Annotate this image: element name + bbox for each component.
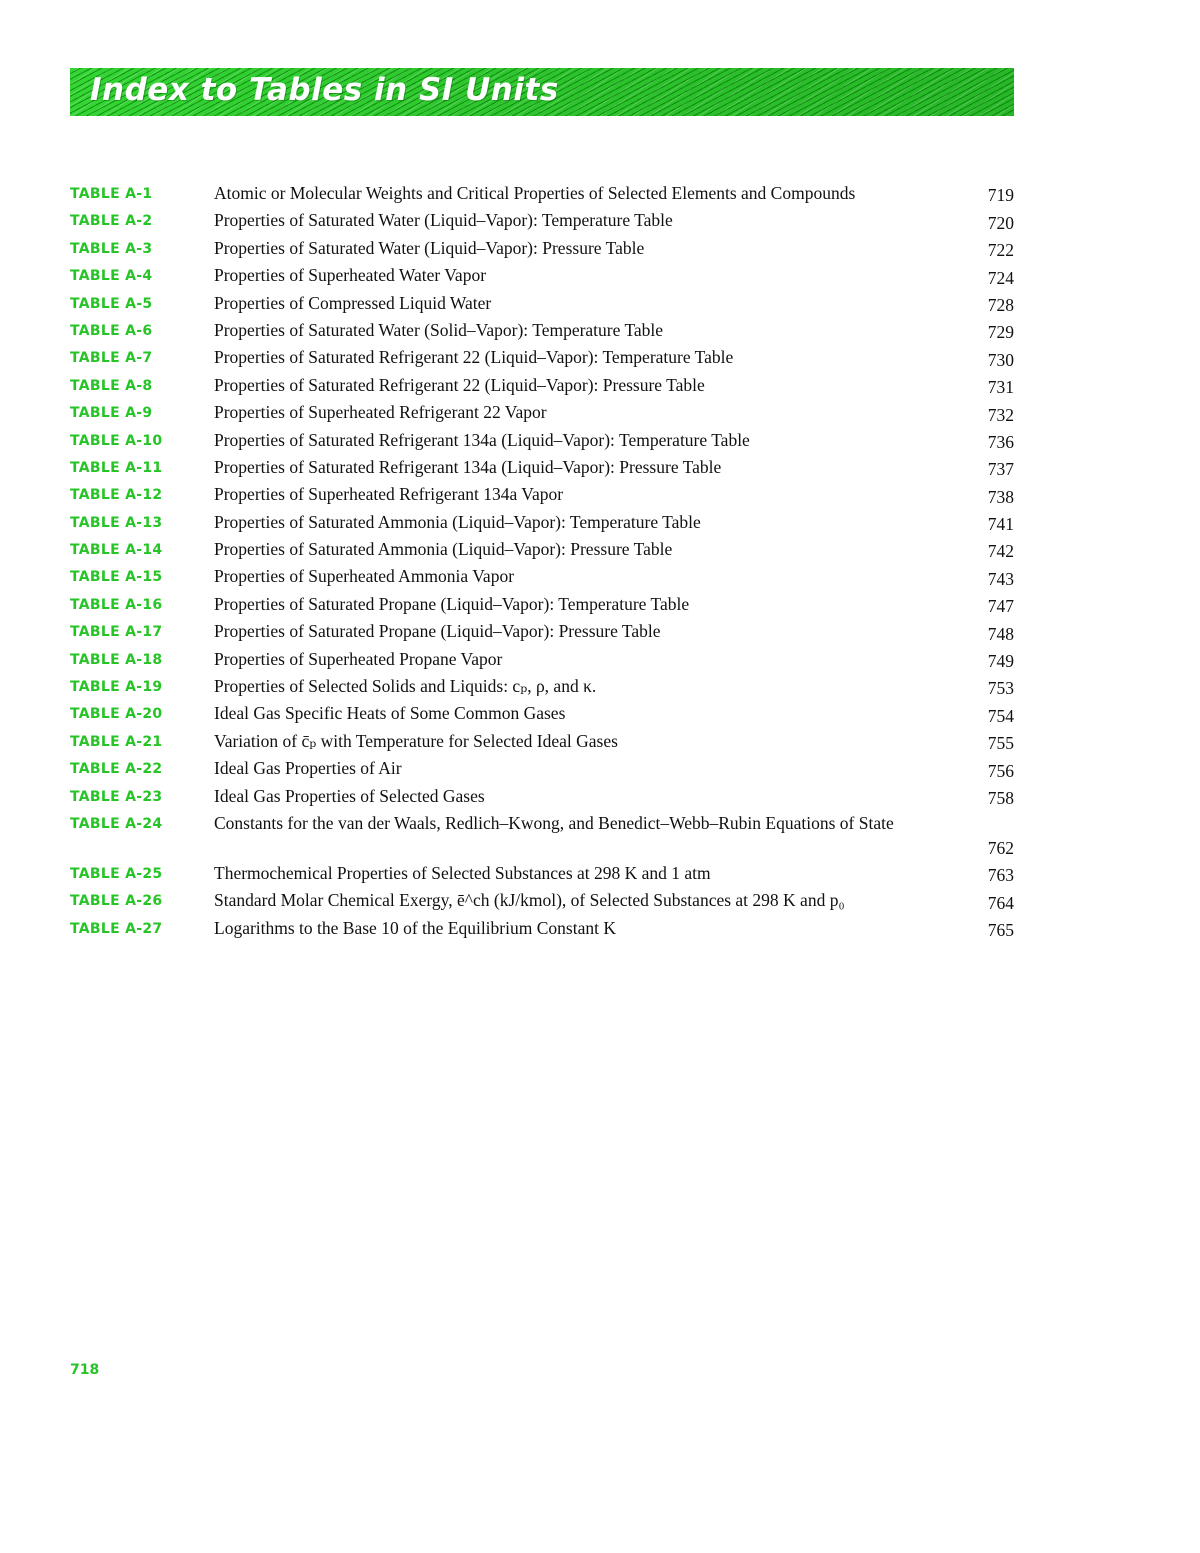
table-title: Ideal Gas Specific Heats of Some Common Gases [214, 703, 566, 724]
list-item[interactable] [70, 510, 1014, 537]
table-label: TABLE A-21 [70, 733, 163, 750]
table-title: Properties of Saturated Refrigerant 134a (Liquid–Vapor): Temperature Table [214, 429, 750, 450]
table-title: Standard Molar Chemical Exergy, ē^ch (kJ/kmol), of Selected Substances at 298 K and p₀ [214, 890, 845, 911]
table-page-number: 722 [987, 240, 1014, 261]
table-page-number: 738 [987, 486, 1014, 507]
table-label: TABLE A-24 [70, 815, 163, 832]
table-page-number: 729 [987, 322, 1014, 343]
list-item[interactable] [70, 455, 1014, 482]
table-title: Properties of Selected Solids and Liquids: cₚ, ρ, and κ. [214, 676, 597, 697]
table-title: Properties of Superheated Refrigerant 134a Vapor [214, 484, 564, 505]
table-label: TABLE A-2 [70, 213, 153, 230]
table-label: TABLE A-9 [70, 405, 153, 422]
list-item[interactable] [70, 756, 1014, 783]
table-label: TABLE A-13 [70, 514, 163, 531]
list-item[interactable] [70, 482, 1014, 509]
list-item[interactable] [70, 647, 1014, 674]
list-item[interactable] [70, 729, 1014, 756]
table-title: Properties of Saturated Refrigerant 22 (Liquid–Vapor): Temperature Table [214, 347, 734, 368]
table-page-number: 758 [987, 787, 1014, 808]
table-label: TABLE A-8 [70, 377, 153, 394]
table-label: TABLE A-22 [70, 761, 163, 778]
table-label: TABLE A-23 [70, 788, 163, 805]
table-page-number: 731 [987, 377, 1014, 398]
list-item[interactable] [70, 400, 1014, 427]
table-title: Properties of Saturated Refrigerant 134a (Liquid–Vapor): Pressure Table [214, 456, 722, 477]
table-page-number: 749 [987, 651, 1014, 672]
list-item[interactable] [70, 861, 1014, 888]
table-title: Properties of Superheated Refrigerant 22 Vapor [214, 402, 547, 423]
table-label: TABLE A-7 [70, 350, 153, 367]
table-page-number: 728 [987, 294, 1014, 315]
table-label: TABLE A-17 [70, 624, 163, 641]
list-item[interactable] [70, 784, 1014, 811]
list-item[interactable] [70, 181, 1014, 208]
list-item[interactable] [70, 428, 1014, 455]
table-label: TABLE A-1 [70, 186, 153, 202]
list-item[interactable] [70, 564, 1014, 591]
table-label: TABLE A-6 [70, 322, 153, 339]
page-title: Index to Tables in SI Units [90, 72, 559, 108]
table-title: Properties of Superheated Propane Vapor [214, 648, 503, 669]
list-item[interactable] [70, 674, 1014, 701]
table-title: Properties of Superheated Water Vapor [214, 265, 487, 286]
table-label: TABLE A-5 [70, 295, 153, 312]
table-page-number: 763 [987, 865, 1014, 886]
table-page-number: 748 [987, 623, 1014, 644]
table-label: TABLE A-3 [70, 240, 153, 257]
table-page-number: 737 [987, 459, 1014, 480]
table-label: TABLE A-20 [70, 706, 163, 723]
table-index-list [70, 181, 1014, 943]
table-page-number: 765 [987, 920, 1014, 941]
table-title: Ideal Gas Properties of Air [214, 758, 402, 779]
table-page-number: 747 [987, 596, 1014, 617]
table-page-number: 753 [987, 678, 1014, 699]
list-item[interactable] [70, 373, 1014, 400]
table-label: TABLE A-18 [70, 651, 163, 668]
table-label: TABLE A-10 [70, 432, 163, 449]
list-item[interactable] [70, 916, 1014, 943]
table-label: TABLE A-14 [70, 542, 163, 559]
table-title: Logarithms to the Base 10 of the Equilibrium Constant K [214, 917, 616, 938]
list-item[interactable] [70, 236, 1014, 263]
list-item[interactable] [70, 263, 1014, 290]
table-title: Properties of Saturated Refrigerant 22 (Liquid–Vapor): Pressure Table [214, 374, 705, 395]
table-label: TABLE A-25 [70, 865, 163, 882]
table-label: TABLE A-12 [70, 487, 163, 504]
table-page-number: 719 [987, 185, 1014, 206]
list-item[interactable] [70, 888, 1014, 915]
table-title: Properties of Saturated Ammonia (Liquid–Vapor): Temperature Table [214, 511, 701, 532]
table-page-number: 756 [987, 760, 1014, 781]
list-item[interactable] [70, 345, 1014, 372]
list-item[interactable] [70, 208, 1014, 235]
table-title: Ideal Gas Properties of Selected Gases [214, 785, 485, 806]
table-page-number: 724 [987, 267, 1014, 288]
table-page-number: 736 [987, 431, 1014, 452]
list-item[interactable] [70, 592, 1014, 619]
table-title: Variation of c̄ₚ with Temperature for Selected Ideal Gases [214, 730, 618, 751]
table-label: TABLE A-16 [70, 596, 163, 613]
table-title: Properties of Saturated Propane (Liquid–Vapor): Temperature Table [214, 593, 690, 614]
table-page-number: 755 [987, 733, 1014, 754]
list-item[interactable] [70, 701, 1014, 728]
table-page-number: 754 [987, 705, 1014, 726]
table-page-number: 743 [987, 568, 1014, 589]
table-page-number: 762 [987, 837, 1014, 858]
table-label: TABLE A-4 [70, 268, 153, 285]
page-number: 718 [70, 1362, 100, 1378]
table-page-number: 730 [987, 349, 1014, 370]
table-label: TABLE A-26 [70, 893, 163, 910]
table-title: Properties of Compressed Liquid Water [214, 292, 492, 313]
table-page-number: 742 [987, 541, 1014, 562]
table-label: TABLE A-27 [70, 920, 163, 937]
table-title: Constants for the van der Waals, Redlich–Kwong, and Benedict–Webb–Rubin Equations of State [214, 812, 894, 833]
table-page-number: 720 [987, 212, 1014, 233]
table-title: Properties of Saturated Water (Liquid–Vapor): Pressure Table [214, 237, 645, 258]
table-title: Properties of Saturated Water (Liquid–Vapor): Temperature Table [214, 210, 673, 231]
table-label: TABLE A-15 [70, 569, 163, 586]
table-page-number: 764 [987, 892, 1014, 913]
table-title: Thermochemical Properties of Selected Substances at 298 K and 1 atm [214, 862, 711, 883]
list-item[interactable] [70, 811, 1014, 861]
title-banner [70, 68, 1014, 116]
table-title: Atomic or Molecular Weights and Critical Properties of Selected Elements and Compounds [214, 183, 856, 203]
list-item[interactable] [70, 291, 1014, 318]
table-page-number: 732 [987, 404, 1014, 425]
table-label: TABLE A-19 [70, 679, 163, 696]
table-title: Properties of Saturated Ammonia (Liquid–Vapor): Pressure Table [214, 539, 673, 560]
table-title: Properties of Saturated Propane (Liquid–Vapor): Pressure Table [214, 621, 661, 642]
list-item[interactable] [70, 318, 1014, 345]
table-title: Properties of Saturated Water (Solid–Vapor): Temperature Table [214, 319, 664, 340]
list-item[interactable] [70, 619, 1014, 646]
table-title: Properties of Superheated Ammonia Vapor [214, 566, 515, 587]
table-page-number: 741 [987, 514, 1014, 535]
list-item[interactable] [70, 537, 1014, 564]
table-label: TABLE A-11 [70, 459, 163, 476]
